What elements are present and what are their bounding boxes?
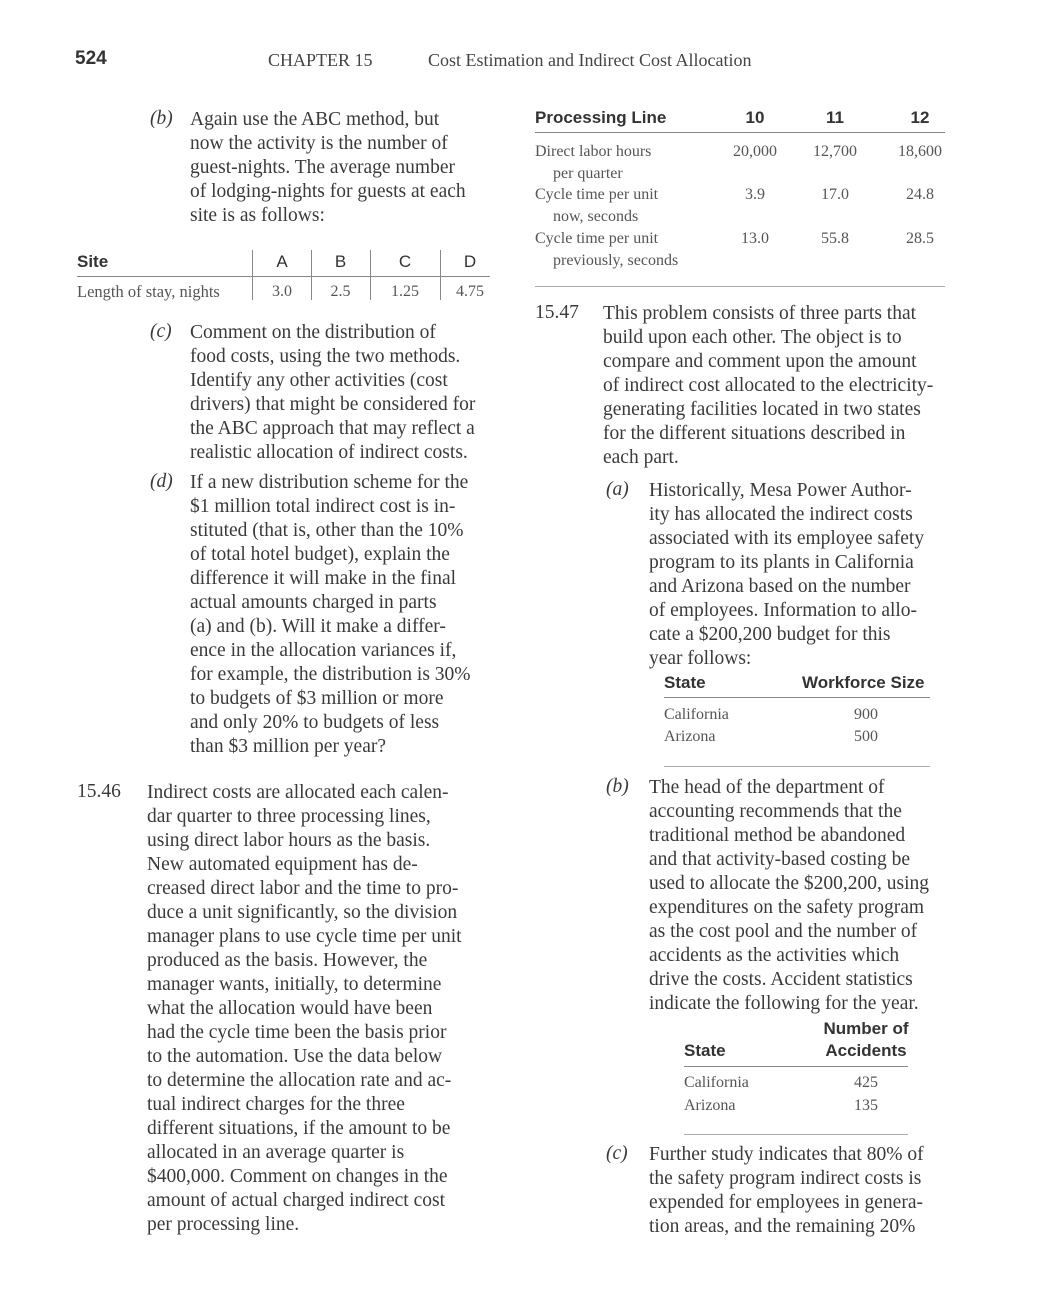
text-line: expended for employees in genera- — [649, 1192, 923, 1213]
site-value-c: 1.25 — [391, 283, 419, 300]
text-line: actual amounts charged in parts — [190, 592, 437, 613]
part-b-label: (b) — [150, 108, 173, 129]
processing-cell: 17.0 — [821, 186, 849, 203]
text-line: of lodging-nights for guests at each — [190, 181, 466, 202]
text-line: guest-nights. The average number — [190, 157, 455, 178]
part-d-label: (d) — [150, 471, 173, 492]
part-c-text — [190, 321, 486, 465]
site-header: Site — [77, 252, 109, 271]
site-row-label: Length of stay, nights — [77, 282, 220, 301]
site-table-rule — [77, 276, 490, 277]
site-col-a: A — [276, 252, 288, 271]
text-line: drive the costs. Accident statistics — [649, 969, 913, 990]
part-b-right-text — [649, 776, 945, 1016]
text-line: per processing line. — [147, 1214, 300, 1235]
text-line: year follows: — [649, 648, 752, 669]
text-line: of employees. Information to allo- — [649, 600, 918, 621]
text-line: expenditures on the safety program — [649, 897, 925, 918]
text-line: for the different situations described in — [603, 423, 906, 444]
processing-col-11: 11 — [826, 108, 844, 127]
processing-cell: 18,600 — [898, 143, 942, 160]
text-line: This problem consists of three parts that — [603, 303, 917, 324]
text-line: using direct labor hours as the basis. — [147, 830, 431, 851]
processing-row-label — [535, 141, 710, 185]
processing-cell: 13.0 — [741, 230, 769, 247]
text-line: each part. — [603, 447, 679, 468]
text-line: produced as the basis. However, the — [147, 950, 428, 971]
text-line: creased direct labor and the time to pro- — [147, 878, 459, 899]
processing-col-12: 12 — [910, 108, 930, 127]
part-c-label: (c) — [150, 321, 172, 342]
text-line: of indirect cost allocated to the electricity- — [603, 375, 934, 396]
text-line: realistic allocation of indirect costs. — [190, 442, 468, 463]
row-label-line: now, seconds — [553, 208, 639, 225]
site-divider — [252, 250, 253, 300]
part-a-text — [649, 479, 945, 671]
text-line: Historically, Mesa Power Author- — [649, 480, 912, 501]
part-b-right-label: (b) — [606, 776, 629, 797]
workforce-size: 900 — [854, 706, 878, 723]
text-line: now the activity is the number of — [190, 133, 448, 154]
processing-row-label — [535, 184, 710, 228]
text-line: (a) and (b). Will it make a differ- — [190, 616, 446, 637]
text-line: had the cycle time been the basis prior — [147, 1022, 447, 1043]
text-line: manager wants, initially, to determine — [147, 974, 442, 995]
text-line: different situations, if the amount to be — [147, 1118, 451, 1139]
text-line: accounting recommends that the — [649, 801, 902, 822]
text-line: ity has allocated the indirect costs — [649, 504, 913, 525]
row-label-line: Cycle time per unit — [535, 230, 659, 247]
page-number: 524 — [75, 48, 107, 69]
problem-1547-text — [603, 302, 945, 470]
text-line: program to its plants in California — [649, 552, 914, 573]
text-line: and only 20% to budgets of less — [190, 712, 440, 733]
problem-1546-number: 15.46 — [77, 781, 121, 802]
part-a-label: (a) — [606, 479, 629, 500]
text-line: stituted (that is, other than the 10% — [190, 520, 464, 541]
part-d-text — [190, 471, 486, 759]
accidents-header-line: Number of — [823, 1019, 909, 1038]
text-line: dar quarter to three processing lines, — [147, 806, 431, 827]
processing-cell: 3.9 — [745, 186, 765, 203]
text-line: $1 million total indirect cost is in- — [190, 496, 456, 517]
text-line: generating facilities located in two states — [603, 399, 921, 420]
text-line: tion areas, and the remaining 20% — [649, 1216, 916, 1237]
workforce-state: Arizona — [664, 728, 716, 745]
text-line: $400,000. Comment on changes in the — [147, 1166, 448, 1187]
site-col-d: D — [463, 252, 477, 271]
row-label-line: Direct labor hours — [535, 143, 652, 160]
text-line: ence in the allocation variances if, — [190, 640, 457, 661]
text-line: for example, the distribution is 30% — [190, 664, 471, 685]
text-line: allocated in an average quarter is — [147, 1142, 405, 1163]
text-line: associated with its employee safety — [649, 528, 925, 549]
site-value-b: 2.5 — [330, 283, 351, 300]
text-line: traditional method be abandoned — [649, 825, 906, 846]
text-line: drivers) that might be considered for — [190, 394, 476, 415]
site-col-c: C — [398, 252, 412, 271]
site-divider — [440, 250, 441, 300]
part-c-right-label: (c) — [606, 1143, 628, 1164]
text-line: used to allocate the $200,200, using — [649, 873, 929, 894]
workforce-state: California — [664, 706, 729, 723]
text-line: to determine the allocation rate and ac- — [147, 1070, 452, 1091]
processing-cell: 24.8 — [906, 186, 934, 203]
part-c-right-text — [649, 1143, 945, 1239]
text-line: Further study indicates that 80% of — [649, 1144, 924, 1165]
text-line: build upon each other. The object is to — [603, 327, 902, 348]
text-line: New automated equipment has de- — [147, 854, 418, 875]
processing-cell: 12,700 — [813, 143, 857, 160]
accidents-count: 425 — [854, 1074, 878, 1091]
processing-cell: 28.5 — [906, 230, 934, 247]
workforce-header-size: Workforce Size — [802, 673, 925, 692]
accidents-state: California — [684, 1074, 749, 1091]
text-line: food costs, using the two methods. — [190, 346, 461, 367]
site-value-a: 3.0 — [272, 283, 292, 300]
accidents-table-bottom-rule — [684, 1134, 908, 1135]
text-line: to budgets of $3 million or more — [190, 688, 444, 709]
text-line: the safety program indirect costs is — [649, 1168, 922, 1189]
text-line: site is as follows: — [190, 205, 325, 226]
chapter-label: CHAPTER 15 — [268, 50, 373, 70]
problem-1547-number: 15.47 — [535, 302, 579, 323]
workforce-table-bottom-rule — [664, 766, 930, 767]
text-line: to the automation. Use the data below — [147, 1046, 443, 1067]
site-col-b: B — [334, 252, 347, 271]
text-line: and that activity-based costing be — [649, 849, 911, 870]
site-value-d: 4.75 — [456, 283, 484, 300]
workforce-size: 500 — [854, 728, 878, 745]
text-line: of total hotel budget), explain the — [190, 544, 450, 565]
text-line: Identify any other activities (cost — [190, 370, 448, 391]
accidents-count: 135 — [854, 1097, 878, 1114]
text-line: difference it will make in the final — [190, 568, 457, 589]
site-divider — [311, 250, 312, 300]
text-line: Indirect costs are allocated each calen- — [147, 782, 449, 803]
processing-row-label — [535, 228, 710, 272]
row-label-line: Cycle time per unit — [535, 186, 659, 203]
text-line: accidents as the activities which — [649, 945, 900, 966]
text-line: as the cost pool and the number of — [649, 921, 918, 942]
processing-cell: 20,000 — [733, 143, 777, 160]
text-line: indicate the following for the year. — [649, 993, 919, 1014]
text-line: cate a $200,200 budget for this — [649, 624, 891, 645]
accidents-state: Arizona — [684, 1097, 736, 1114]
text-line: than $3 million per year? — [190, 736, 387, 757]
processing-header-label: Processing Line — [535, 108, 667, 127]
problem-1546-text — [147, 781, 487, 1237]
workforce-header-state: State — [664, 673, 706, 692]
text-line: what the allocation would have been — [147, 998, 433, 1019]
text-line: compare and comment upon the amount — [603, 351, 917, 372]
text-line: the ABC approach that may reflect a — [190, 418, 475, 439]
site-divider — [370, 250, 371, 300]
row-label-line: previously, seconds — [553, 252, 679, 269]
text-line: duce a unit significantly, so the division — [147, 902, 458, 923]
row-label-line: per quarter — [553, 165, 623, 182]
processing-col-10: 10 — [745, 108, 765, 127]
text-line: manager plans to use cycle time per unit — [147, 926, 462, 947]
processing-table-bottom-rule — [535, 286, 945, 287]
accidents-table-rule — [684, 1066, 908, 1067]
text-line: Comment on the distribution of — [190, 322, 436, 343]
processing-cell: 55.8 — [821, 230, 849, 247]
text-line: tual indirect charges for the three — [147, 1094, 405, 1115]
chapter-title: Cost Estimation and Indirect Cost Allocation — [428, 50, 752, 70]
text-line: Again use the ABC method, but — [190, 109, 440, 130]
accidents-header-line: Accidents — [825, 1041, 907, 1060]
accidents-header-state: State — [684, 1041, 726, 1060]
workforce-table-rule — [664, 697, 930, 698]
part-b-text — [190, 108, 486, 228]
text-line: and Arizona based on the number — [649, 576, 911, 597]
text-line: amount of actual charged indirect cost — [147, 1190, 445, 1211]
text-line: If a new distribution scheme for the — [190, 472, 469, 493]
text-line: The head of the department of — [649, 777, 885, 798]
processing-table-rule — [535, 132, 945, 133]
